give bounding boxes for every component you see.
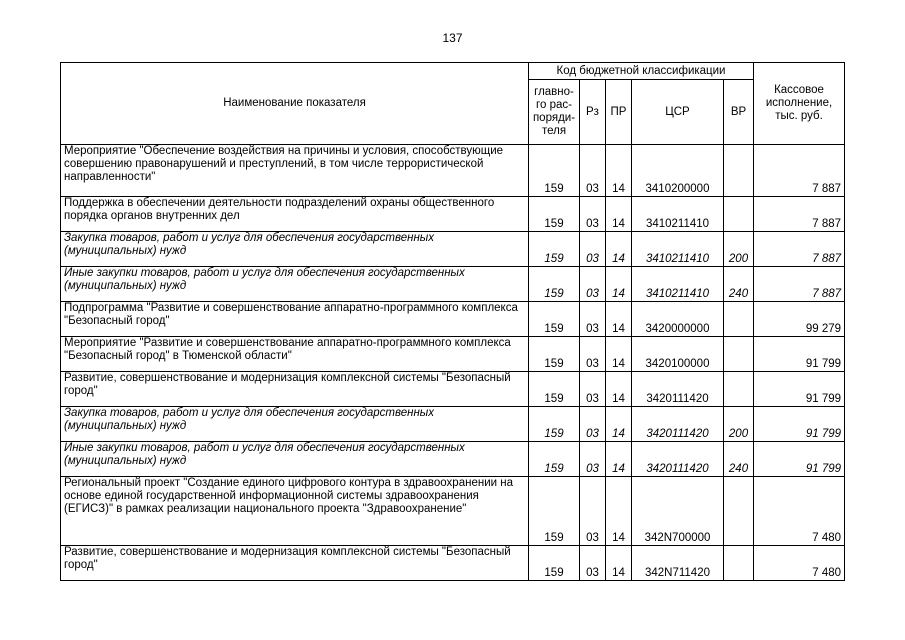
row-csr: 342N700000 (632, 477, 724, 546)
table-row (61, 372, 845, 407)
row-amount: 7 887 (754, 145, 845, 197)
row-glav: 159 (529, 477, 580, 546)
header-pr: ПР (606, 80, 632, 145)
row-amount: 7 887 (754, 267, 845, 302)
header-rz: Рз (580, 80, 606, 145)
row-csr: 3420000000 (632, 302, 724, 337)
table-row (61, 197, 845, 232)
row-name: Закупка товаров, работ и услуг для обеспечения государственных (муниципальных) нужд (61, 407, 529, 442)
row-pr: 14 (606, 267, 632, 302)
row-amount: 7 480 (754, 546, 845, 581)
row-vr: 200 (724, 407, 754, 442)
row-name: Поддержка в обеспечении деятельности подразделений охраны общественного порядка органов внутренних дел (61, 197, 529, 232)
row-glav: 159 (529, 267, 580, 302)
row-amount: 7 887 (754, 197, 845, 232)
header-amount: Кассовое исполнение, тыс. руб. (754, 63, 845, 145)
row-rz: 03 (580, 477, 606, 546)
row-glav: 159 (529, 302, 580, 337)
row-rz: 03 (580, 267, 606, 302)
row-vr (724, 197, 754, 232)
header-glav: главно-го рас-поряди-теля (529, 80, 580, 145)
page-number: 137 (442, 31, 463, 45)
header-vr: ВР (724, 80, 754, 145)
row-pr: 14 (606, 232, 632, 267)
row-name: Иные закупки товаров, работ и услуг для обеспечения государственных (муниципальных) нужд (61, 442, 529, 477)
row-glav: 159 (529, 372, 580, 407)
row-pr: 14 (606, 442, 632, 477)
row-vr (724, 302, 754, 337)
row-rz: 03 (580, 232, 606, 267)
row-rz: 03 (580, 407, 606, 442)
row-pr: 14 (606, 407, 632, 442)
row-amount: 91 799 (754, 407, 845, 442)
row-pr: 14 (606, 197, 632, 232)
row-amount: 91 799 (754, 337, 845, 372)
table-row (61, 232, 845, 267)
row-csr: 3420111420 (632, 442, 724, 477)
row-vr: 240 (724, 442, 754, 477)
budget-table (60, 62, 845, 581)
row-csr: 342N711420 (632, 546, 724, 581)
row-name: Мероприятие "Обеспечение воздействия на причины и условия, способствующие совершению правонарушений и преступлений, в том числе террористической направленности" (61, 145, 529, 197)
row-rz: 03 (580, 546, 606, 581)
row-amount: 7 480 (754, 477, 845, 546)
row-rz: 03 (580, 337, 606, 372)
row-rz: 03 (580, 197, 606, 232)
row-amount: 91 799 (754, 442, 845, 477)
row-pr: 14 (606, 477, 632, 546)
row-vr: 200 (724, 232, 754, 267)
row-rz: 03 (580, 442, 606, 477)
row-csr: 3410211410 (632, 267, 724, 302)
row-glav: 159 (529, 337, 580, 372)
row-pr: 14 (606, 145, 632, 197)
row-rz: 03 (580, 372, 606, 407)
row-name: Региональный проект "Создание единого цифрового контура в здравоохранении на основе единой государственной информационной системы здравоохранения (ЕГИСЗ)" в рамках реализации национального проекта "Здравоохранение" (61, 477, 529, 546)
row-amount: 7 887 (754, 232, 845, 267)
table-row (61, 477, 845, 546)
row-amount: 91 799 (754, 372, 845, 407)
row-pr: 14 (606, 337, 632, 372)
table-body (61, 145, 845, 581)
table-row (61, 337, 845, 372)
row-rz: 03 (580, 302, 606, 337)
row-amount: 99 279 (754, 302, 845, 337)
row-pr: 14 (606, 372, 632, 407)
row-csr: 3420100000 (632, 337, 724, 372)
row-name: Закупка товаров, работ и услуг для обеспечения государственных (муниципальных) нужд (61, 232, 529, 267)
row-rz: 03 (580, 145, 606, 197)
row-glav: 159 (529, 232, 580, 267)
row-name: Подпрограмма "Развитие и совершенствование аппаратно-программного комплекса "Безопасный город" (61, 302, 529, 337)
row-csr: 3410200000 (632, 145, 724, 197)
row-name: Развитие, совершенствование и модернизация комплексной системы "Безопасный город" (61, 546, 529, 581)
row-vr (724, 546, 754, 581)
row-glav: 159 (529, 145, 580, 197)
row-glav: 159 (529, 442, 580, 477)
row-vr (724, 145, 754, 197)
row-csr: 3410211410 (632, 197, 724, 232)
table-row (61, 442, 845, 477)
row-name: Мероприятие "Развитие и совершенствование аппаратно-программного комплекса "Безопасный город" в Тюменской области" (61, 337, 529, 372)
row-vr: 240 (724, 267, 754, 302)
row-vr (724, 337, 754, 372)
table-row (61, 407, 845, 442)
table-row (61, 546, 845, 581)
table-row (61, 267, 845, 302)
row-csr: 3420111420 (632, 372, 724, 407)
row-name: Иные закупки товаров, работ и услуг для обеспечения государственных (муниципальных) нужд (61, 267, 529, 302)
row-glav: 159 (529, 407, 580, 442)
row-vr (724, 477, 754, 546)
table-row (61, 145, 845, 197)
header-name: Наименование показателя (61, 63, 529, 145)
row-name: Развитие, совершенствование и модернизация комплексной системы "Безопасный город" (61, 372, 529, 407)
header-budget-code: Код бюджетной классификации (529, 63, 754, 80)
row-glav: 159 (529, 546, 580, 581)
header-csr: ЦСР (632, 80, 724, 145)
row-pr: 14 (606, 302, 632, 337)
row-csr: 3410211410 (632, 232, 724, 267)
row-pr: 14 (606, 546, 632, 581)
table-row (61, 302, 845, 337)
row-glav: 159 (529, 197, 580, 232)
row-vr (724, 372, 754, 407)
row-csr: 3420111420 (632, 407, 724, 442)
